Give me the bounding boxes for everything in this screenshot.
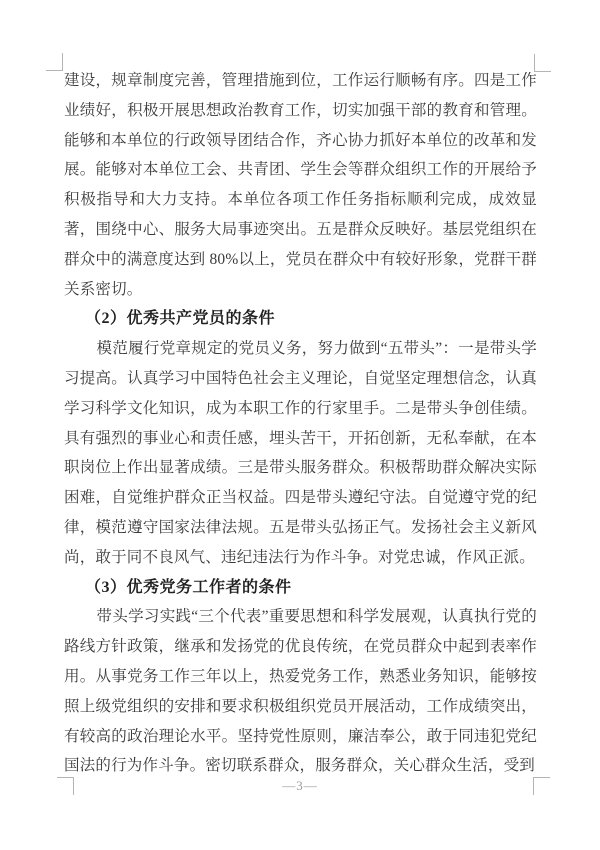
page-number: —3— bbox=[282, 778, 318, 793]
body-paragraph-excellent-party-member: 模范履行党章规定的党员义务，努力做到“五带头”：一是带头学习提高。认真学习中国特色社会主义理论，自觉坚定理想信念，认真学习科学文化知识，成为本职工作的行家里手。二是带头争创佳绩。具有强烈的事业心和责任感，埋头苦干，开拓创新，无私奉献，在本职岗位上作出显著成绩。三是带头服务群众。积极帮助群众解决实际困难，自觉维护群众正当权益。四是带头遵纪守法。自觉遵守党的纪律，模范遵守国家法律法规。五是带头弘扬正气。发扬社会主义新风尚，敢于同不良风气、违纪违法行为作斗争。对党忠诚，作风正派。 bbox=[64, 340, 537, 566]
section-heading-3: （3）优秀党务工作者的条件 bbox=[85, 578, 292, 596]
body-paragraph-continuation: 建设，规章制度完善，管理措施到位，工作运行顺畅有序。四是工作业绩好，积极开展思想政治教育工作，切实加强干部的教育和管理。能够和本单位的行政领导团结合作，齐心协力抓好本单位的改革和发展。能够对本单位工会、共青团、学生会等群众组织工作的开展给予积极指导和大力支持。本单位各项工作任务指标顺利完成，成效显著，围绕中心、服务大局事迹突出。五是群众反映好。基层党组织在群众中的满意度达到 80%以上，党员在群众中有较好形象，党群干群关系密切。 bbox=[64, 72, 537, 298]
text-block bbox=[64, 66, 537, 781]
body-paragraph-party-affairs-worker: 带头学习实践“三个代表”重要思想和科学发展观，认真执行党的路线方针政策，继承和发扬党的优良传统，在党员群众中起到表率作用。从事党务工作三年以上，热爱党务工作，熟悉业务知识，能够按照上级党组织的安排和要求积极组织党员开展活动，工作成绩突出，有较高的政治理论水平。坚持党性原则，廉洁奉公，敢于同违犯党纪国法的行为作斗争。密切联系群众，服务群众，关心群众生活，受到 bbox=[64, 608, 537, 775]
section-heading-2: （2）优秀共产党员的条件 bbox=[85, 310, 276, 328]
crop-mark-top-left bbox=[46, 53, 63, 71]
